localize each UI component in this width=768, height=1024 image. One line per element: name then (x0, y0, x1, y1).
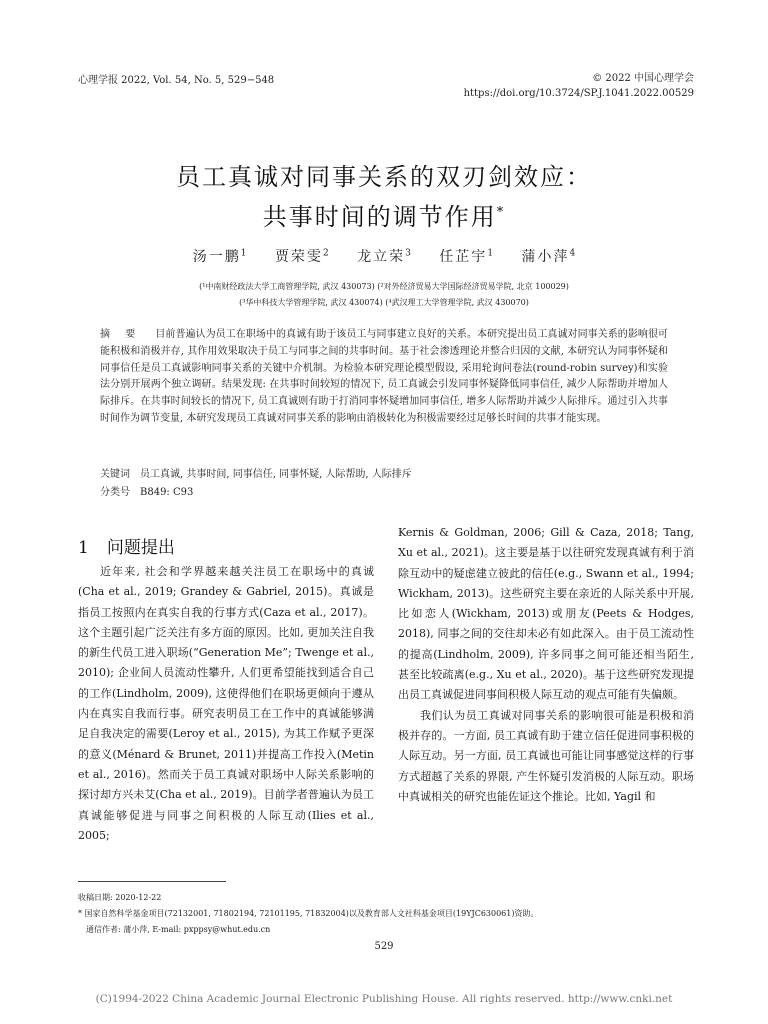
keywords-label: 关键词 (100, 469, 130, 480)
section-heading (78, 533, 175, 558)
author-affil-sup: 4 (569, 248, 576, 259)
cnki-watermark: (C)1994-2022 China Academic Journal Electronic Publishing House. All rights reserved. http://www.cnki.net (95, 993, 673, 1005)
author-affil-sup: 3 (405, 248, 411, 259)
paper-title-line1: 员工真诚对同事关系的双刃剑效应： (176, 163, 592, 191)
author-name: 贾荣雯 (274, 249, 323, 265)
footnote-divider (78, 881, 226, 882)
author (522, 249, 576, 265)
paper-title-line2-text: 共事时间的调节作用 (262, 203, 497, 231)
footnote-contact: 通信作者: 蒲小萍, E-mail: pxppsy@whut.edu.cn (86, 925, 271, 934)
journal-citation: 心理学报 2022, Vol. 54, No. 5, 529−548 (78, 75, 275, 86)
copyright-notice: © 2022 中国心理学会 (592, 73, 694, 84)
keywords-text: 员工真诚, 共事时间, 同事信任, 同事怀疑, 人际帮助, 人际排斥 (140, 469, 412, 480)
author-list (0, 246, 768, 266)
classification-text: B849: C93 (140, 487, 194, 498)
classification-label: 分类号 (100, 487, 130, 498)
author-affil-sup: 2 (322, 248, 329, 259)
affiliation-line2: (³华中科技大学管理学院, 武汉 430074) (⁴武汉理工大学管理学院, 武汉 430070) (239, 298, 529, 307)
header-right (464, 71, 694, 101)
author-name: 任芷宇 (439, 249, 488, 265)
author (357, 249, 411, 265)
author (193, 249, 247, 265)
abstract-text: 目前普遍认为员工在职场中的真诚有助于该员工与同事建立良好的关系。本研究提出员工真诚对同事关系的影响很可能积极和消极并存, 其作用效果取决于员工与同事之间的共事时间。基于社会渗透理论并整合归因的文献, 本研究认为同事怀疑和同事信任是员工真诚影响同事关系的关键中介机制。为检验本研究理论模型假设, 采用轮询问卷法(round-robin survey)和实验法分别开展两个独立调研。结果发现: 在共事时间较短的情况下, 员工真诚会引发同事怀疑降低同事信任, 减少人际帮助并增加人际排斥。在共事时间较长的情况下, 员工真诚则有助于打消同事怀疑增加同事信任, 增多人际帮助并减少人际排斥。通过引入共事时间作为调节变量, 本研究发现员工真诚对同事关系的影响由消极转化为积极需要经过足够长时间的共事才能实现。 (100, 329, 668, 424)
paper-title-line2 (0, 197, 768, 232)
body-paragraph: 我们认为员工真诚对同事关系的影响很可能是积极和消极并存的。一方面, 员工真诚有助于建立信任促进同事积极的人际互动。另一方面, 员工真诚也可能让同事感觉这样的行事方式超越了关系的界限, 产生怀疑引发消极的人际互动。职场中真诚相关的研究也能佐证这个推论。比如, Yagil 和 (398, 708, 694, 803)
section-title: 问题提出 (106, 538, 175, 558)
author-name: 龙立荣 (357, 249, 406, 265)
author-name: 蒲小萍 (521, 249, 570, 265)
doi-link[interactable]: https://doi.org/10.3724/SP.J.1041.2022.00529 (463, 88, 694, 99)
footnote-funding: * 国家自然科学基金项目(72132001, 71802194, 72101195, 71832004)以及教育部人文社科基金项目(19YJC630061)资助。 (78, 909, 539, 918)
body-column-right (398, 523, 694, 807)
abstract (100, 327, 668, 428)
author-name: 汤一鹏 (192, 249, 241, 265)
body-column-left (78, 562, 374, 846)
keywords (100, 465, 412, 480)
body-paragraph: 近年来, 社会和学界越来越关注员工在职场中的真诚(Cha et al., 2019; Grandey & Gabriel, 2015)。真诚是指员工按照内在真实自我的行事方式(Caza et al., 2017)。这个主题引起广泛关注有多方面的原因。比如, 更加关注自我的新生代员工进入职场(“Generation Me”; Twenge et al., 2010); 企业间人员流动性攀升, 人们更希望能找到适合自己的工作(Lindholm, 2009), 这使得他们在职场更倾向于遵从内在真实自我而行事。研究表明员工在工作中的真诚能够满足自我决定的需要(Leroy et al., 2015), 为其工作赋予更深的意义(Ménard & Brunet, 2011)并提高工作投入(Metin et al., 2016)。然而关于员工真诚对职场中人际关系影响的探讨却方兴未艾(Cha et al., 2019)。目前学者普遍认为员工真诚能够促进与同事之间积极的人际互动(Ilies et al., 2005; (78, 565, 374, 842)
abstract-label: 摘 要 (100, 329, 142, 340)
author-affil-sup: 1 (487, 248, 494, 259)
author (439, 249, 493, 265)
section-number: 1 (78, 538, 89, 558)
page-number: 529 (374, 941, 394, 952)
author-affil-sup: 1 (240, 248, 247, 259)
affiliation-line1: (¹中南财经政法大学工商管理学院, 武汉 430073) (²对外经济贸易大学国际经济贸易学院, 北京 100029) (199, 282, 569, 291)
footnote-received: 收稿日期: 2020-12-22 (78, 893, 162, 902)
title-footnote-marker: * (496, 205, 506, 220)
classification (100, 483, 193, 498)
author (275, 249, 329, 265)
body-paragraph: Kernis & Goldman, 2006; Gill & Caza, 2018; Tang, Xu et al., 2021)。这主要是基于以往研究发现真诚有利于消除互动中的疑虑建立彼此的信任(e.g., Swann et al., 1994; Wickham, 2013)。这些研究主要在亲近的人际关系中开展, 比如恋人(Wickham, 2013)或朋友(Peets & Hodges, 2018), 同事之间的交往却未必有如此深入。由于员工流动性的提高(Lindholm, 2009), 许多同事之间可能还相当陌生, 甚至比较疏离(e.g., Xu et al., 2020)。基于这些研究发现提出员工真诚促进同事间积极人际互动的观点可能有失偏颇。 (398, 526, 694, 702)
